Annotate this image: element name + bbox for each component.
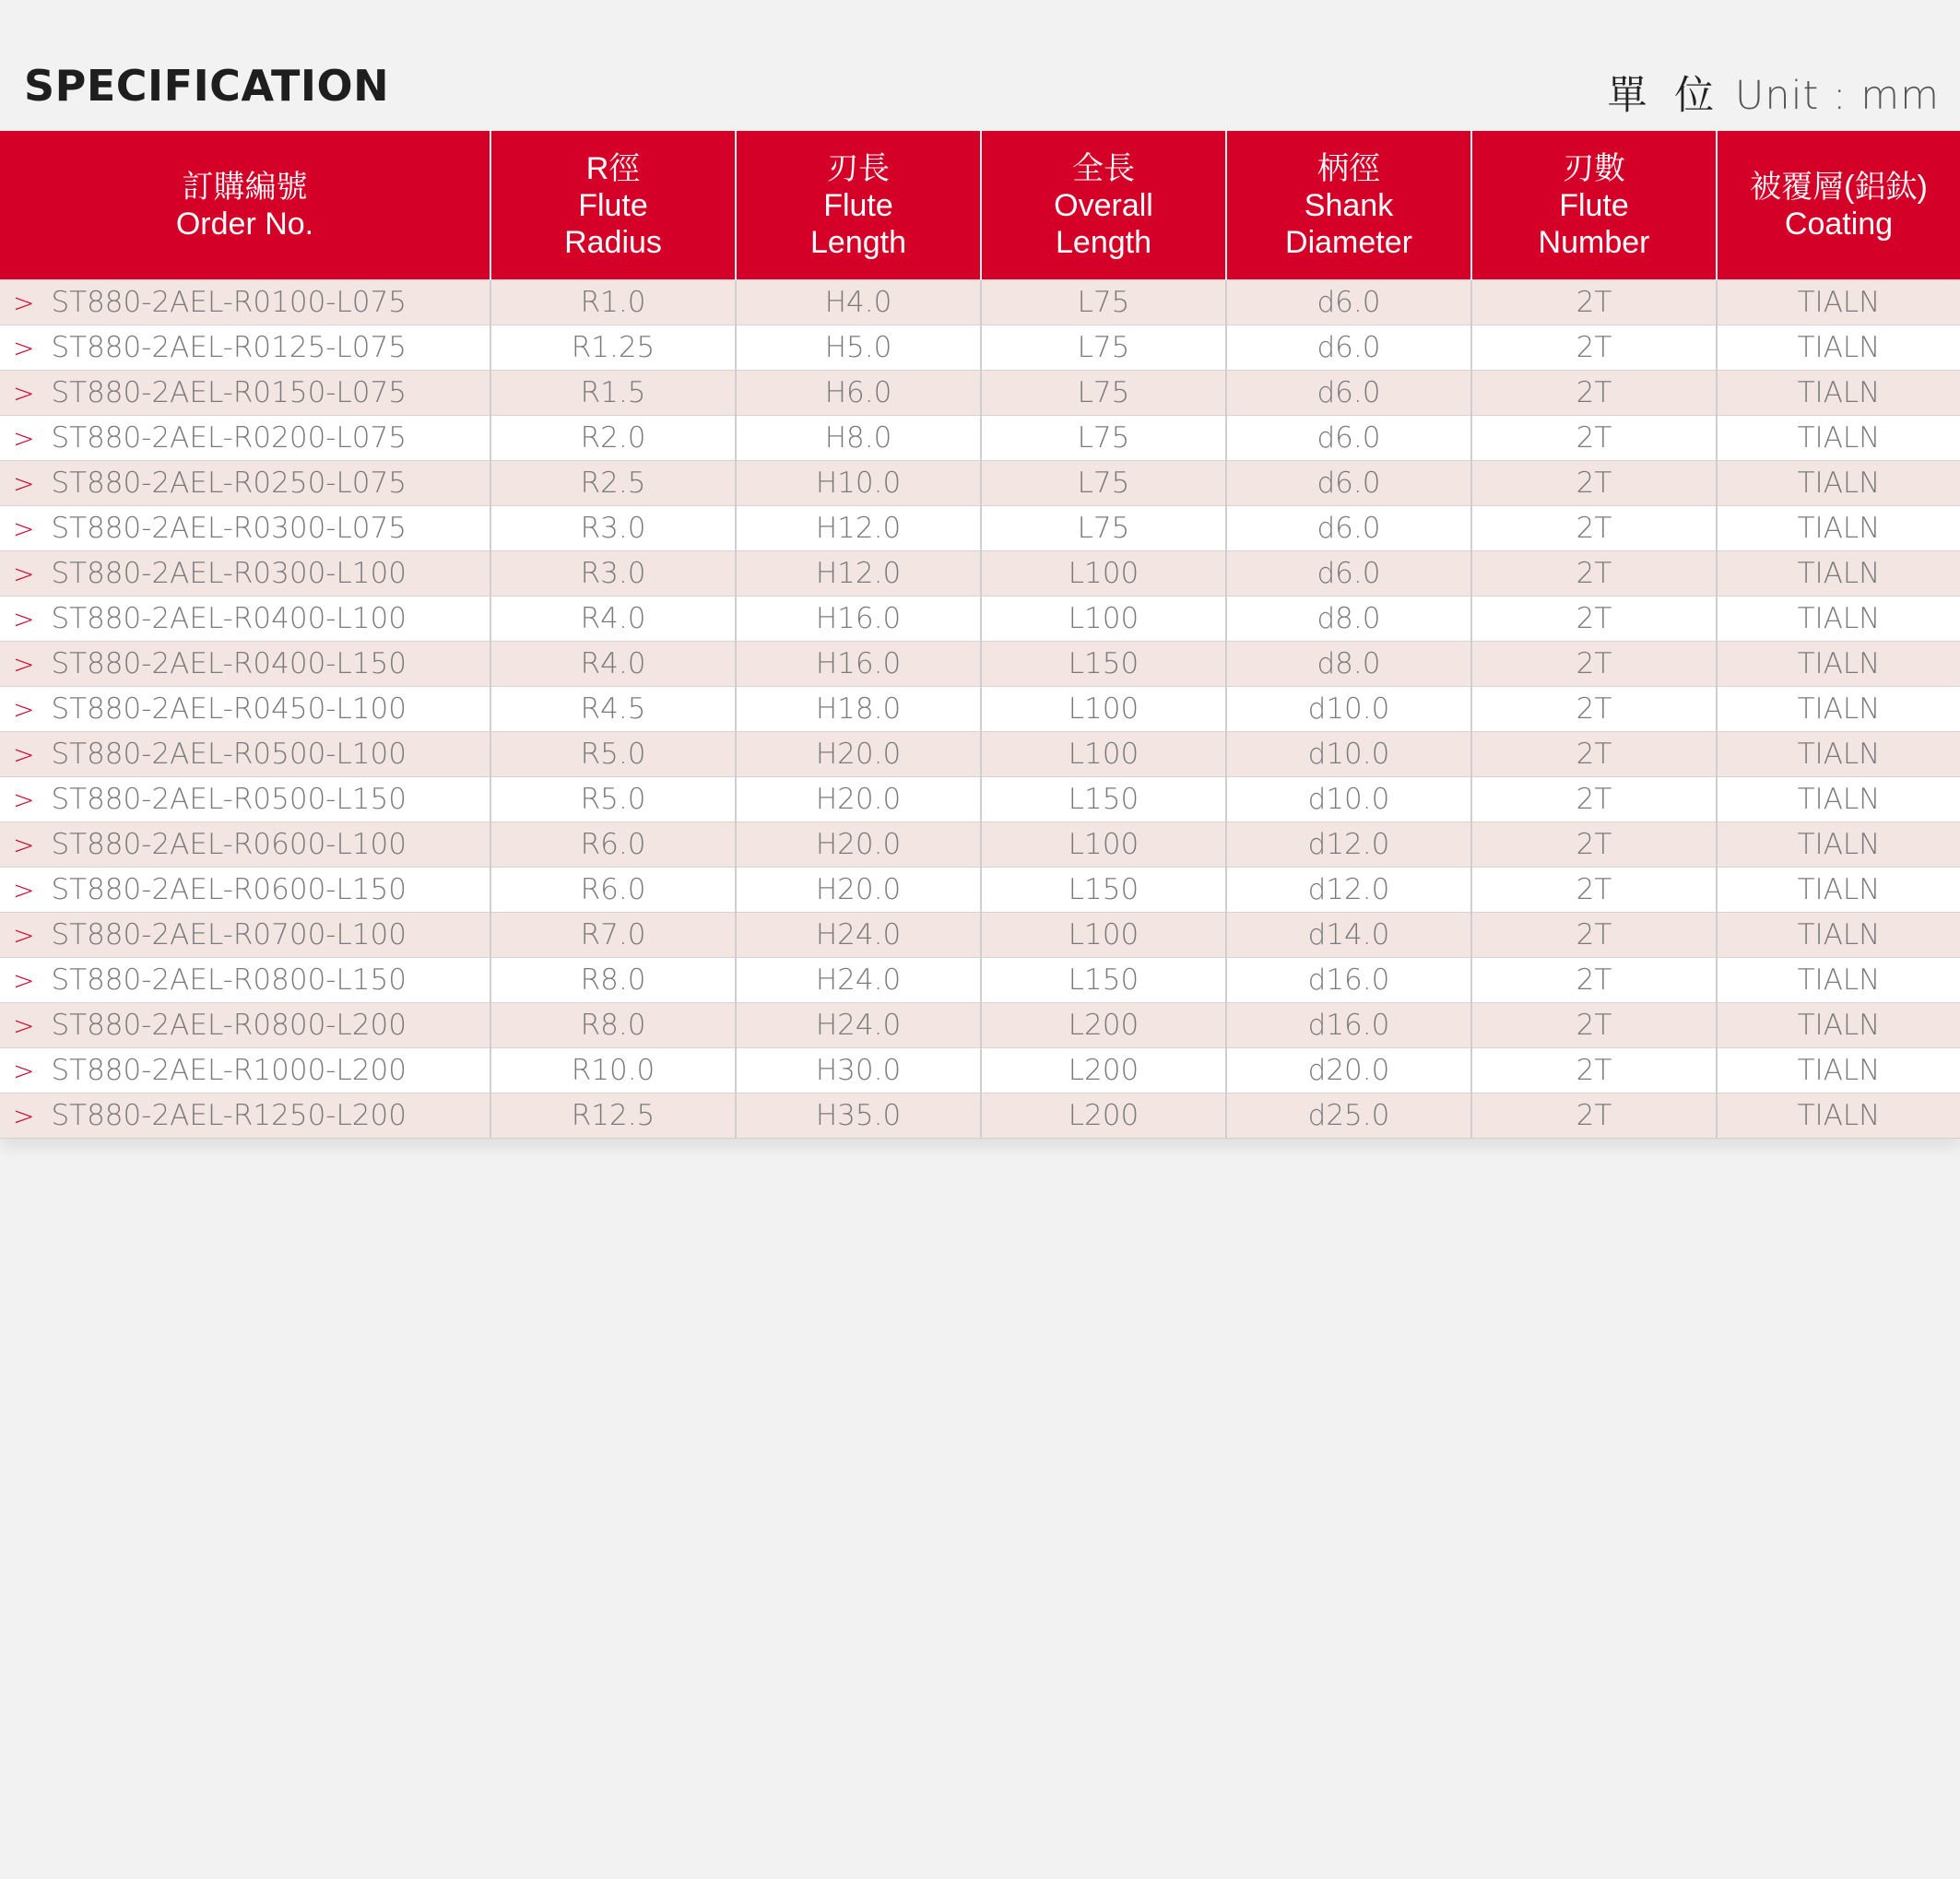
column-header-en2: Diameter <box>1285 224 1412 260</box>
cell-overall: L150 <box>981 868 1226 913</box>
cell-flutes: 2T <box>1471 416 1717 461</box>
column-header-en1: Flute <box>823 187 893 223</box>
cell-flute-length: H20.0 <box>736 822 981 868</box>
cell-flutes: 2T <box>1471 325 1717 371</box>
table-row <box>0 732 1960 777</box>
cell-flute-length: H20.0 <box>736 777 981 822</box>
table-row <box>0 687 1960 732</box>
column-header-en2: Radius <box>564 224 662 260</box>
chevron-right-icon: > <box>13 468 35 499</box>
chevron-right-icon: > <box>13 514 35 544</box>
cell-radius: R4.0 <box>490 597 736 642</box>
chevron-right-icon: > <box>13 649 35 680</box>
cell-shank: d16.0 <box>1226 1003 1471 1048</box>
cell-radius: R3.0 <box>490 506 736 551</box>
table-row <box>0 822 1960 868</box>
cell-shank: d10.0 <box>1226 687 1471 732</box>
column-header-zh: 柄徑 <box>1317 150 1380 186</box>
cell-flutes: 2T <box>1471 506 1717 551</box>
order-number: ST880-2AEL-R1250-L200 <box>51 1099 407 1132</box>
table-row <box>0 913 1960 958</box>
table-row <box>0 868 1960 913</box>
cell-flutes: 2T <box>1471 597 1717 642</box>
cell-shank: d10.0 <box>1226 777 1471 822</box>
table-body <box>0 280 1960 1139</box>
order-number: ST880-2AEL-R0600-L150 <box>51 873 407 906</box>
cell-order <box>0 551 490 597</box>
column-header-zh: R徑 <box>585 150 641 186</box>
column-header <box>736 131 981 280</box>
column-header-en1: Coating <box>1784 206 1894 242</box>
chevron-right-icon: > <box>13 1010 35 1041</box>
table-row <box>0 642 1960 687</box>
chevron-right-icon: > <box>13 965 35 996</box>
cell-overall: L100 <box>981 597 1226 642</box>
cell-order <box>0 461 490 506</box>
cell-flutes: 2T <box>1471 371 1717 416</box>
order-number: ST880-2AEL-R0700-L100 <box>51 918 407 951</box>
cell-flutes: 2T <box>1471 642 1717 687</box>
page-title: SPECIFICATION <box>24 61 390 111</box>
chevron-right-icon: > <box>13 604 35 634</box>
cell-order <box>0 280 490 325</box>
cell-shank: d8.0 <box>1226 642 1471 687</box>
chevron-right-icon: > <box>13 378 35 408</box>
order-number: ST880-2AEL-R0200-L075 <box>51 421 407 455</box>
cell-radius: R5.0 <box>490 777 736 822</box>
chevron-right-icon: > <box>13 694 35 725</box>
cell-coating: TIALN <box>1717 506 1960 551</box>
cell-overall: L200 <box>981 1003 1226 1048</box>
cell-overall: L150 <box>981 958 1226 1003</box>
cell-radius: R8.0 <box>490 1003 736 1048</box>
cell-flute-length: H12.0 <box>736 506 981 551</box>
cell-order <box>0 777 490 822</box>
cell-coating: TIALN <box>1717 461 1960 506</box>
table-row <box>0 551 1960 597</box>
cell-overall: L75 <box>981 371 1226 416</box>
cell-order <box>0 958 490 1003</box>
cell-coating: TIALN <box>1717 416 1960 461</box>
cell-flutes: 2T <box>1471 913 1717 958</box>
cell-overall: L100 <box>981 551 1226 597</box>
order-number: ST880-2AEL-R0400-L100 <box>51 602 407 635</box>
cell-flute-length: H24.0 <box>736 958 981 1003</box>
cell-coating: TIALN <box>1717 597 1960 642</box>
chevron-right-icon: > <box>13 1056 35 1086</box>
cell-shank: d6.0 <box>1226 325 1471 371</box>
cell-flutes: 2T <box>1471 822 1717 868</box>
cell-overall: L100 <box>981 732 1226 777</box>
chevron-right-icon: > <box>13 739 35 770</box>
cell-shank: d8.0 <box>1226 597 1471 642</box>
cell-shank: d10.0 <box>1226 732 1471 777</box>
cell-order <box>0 416 490 461</box>
unit-label-en: Unit : mm <box>1734 73 1940 119</box>
cell-order <box>0 822 490 868</box>
cell-radius: R5.0 <box>490 732 736 777</box>
order-number: ST880-2AEL-R0800-L200 <box>51 1009 407 1042</box>
column-header-zh: 被覆層(鋁鈦) <box>1750 169 1928 205</box>
cell-flute-length: H20.0 <box>736 868 981 913</box>
cell-flutes: 2T <box>1471 958 1717 1003</box>
cell-shank: d16.0 <box>1226 958 1471 1003</box>
cell-flute-length: H18.0 <box>736 687 981 732</box>
cell-shank: d14.0 <box>1226 913 1471 958</box>
cell-order <box>0 642 490 687</box>
table-row <box>0 1048 1960 1093</box>
chevron-right-icon: > <box>13 875 35 905</box>
cell-overall: L150 <box>981 777 1226 822</box>
cell-flutes: 2T <box>1471 551 1717 597</box>
cell-shank: d6.0 <box>1226 506 1471 551</box>
cell-shank: d6.0 <box>1226 371 1471 416</box>
order-number: ST880-2AEL-R1000-L200 <box>51 1054 407 1087</box>
cell-flute-length: H8.0 <box>736 416 981 461</box>
column-header-en1: Shank <box>1304 187 1394 223</box>
cell-radius: R1.25 <box>490 325 736 371</box>
order-number: ST880-2AEL-R0400-L150 <box>51 647 407 680</box>
table-row <box>0 461 1960 506</box>
cell-shank: d6.0 <box>1226 416 1471 461</box>
specification-table <box>0 131 1960 1139</box>
cell-flutes: 2T <box>1471 1048 1717 1093</box>
cell-flute-length: H16.0 <box>736 597 981 642</box>
cell-order <box>0 1003 490 1048</box>
cell-coating: TIALN <box>1717 822 1960 868</box>
order-number: ST880-2AEL-R0150-L075 <box>51 376 407 409</box>
cell-order <box>0 325 490 371</box>
cell-radius: R1.5 <box>490 371 736 416</box>
table-row <box>0 597 1960 642</box>
cell-shank: d25.0 <box>1226 1093 1471 1139</box>
column-header-zh: 刃數 <box>1563 150 1625 186</box>
table-row <box>0 777 1960 822</box>
cell-flutes: 2T <box>1471 732 1717 777</box>
column-header-zh: 刃長 <box>827 150 890 186</box>
cell-flutes: 2T <box>1471 461 1717 506</box>
cell-overall: L75 <box>981 461 1226 506</box>
table-row <box>0 416 1960 461</box>
cell-radius: R8.0 <box>490 958 736 1003</box>
table-row <box>0 958 1960 1003</box>
cell-flutes: 2T <box>1471 1003 1717 1048</box>
cell-radius: R7.0 <box>490 913 736 958</box>
order-number: ST880-2AEL-R0600-L100 <box>51 828 407 861</box>
cell-flute-length: H24.0 <box>736 913 981 958</box>
order-number: ST880-2AEL-R0450-L100 <box>51 692 407 726</box>
cell-flutes: 2T <box>1471 777 1717 822</box>
unit-label-zh: 單 位 <box>1607 73 1722 119</box>
cell-coating: TIALN <box>1717 687 1960 732</box>
cell-coating: TIALN <box>1717 551 1960 597</box>
header-row <box>0 131 1960 280</box>
column-header-en1: Flute <box>578 187 648 223</box>
cell-radius: R6.0 <box>490 822 736 868</box>
cell-overall: L150 <box>981 642 1226 687</box>
cell-order <box>0 687 490 732</box>
cell-coating: TIALN <box>1717 958 1960 1003</box>
column-header <box>1471 131 1717 280</box>
cell-radius: R4.0 <box>490 642 736 687</box>
cell-overall: L75 <box>981 280 1226 325</box>
order-number: ST880-2AEL-R0300-L075 <box>51 512 407 545</box>
cell-shank: d6.0 <box>1226 461 1471 506</box>
chevron-right-icon: > <box>13 559 35 589</box>
table-row <box>0 280 1960 325</box>
cell-radius: R1.0 <box>490 280 736 325</box>
cell-shank: d20.0 <box>1226 1048 1471 1093</box>
column-header <box>981 131 1226 280</box>
chevron-right-icon: > <box>13 333 35 363</box>
cell-overall: L75 <box>981 506 1226 551</box>
cell-flute-length: H24.0 <box>736 1003 981 1048</box>
cell-coating: TIALN <box>1717 732 1960 777</box>
table-row <box>0 506 1960 551</box>
cell-flute-length: H20.0 <box>736 732 981 777</box>
table-row <box>0 1093 1960 1139</box>
cell-flute-length: H5.0 <box>736 325 981 371</box>
cell-flutes: 2T <box>1471 687 1717 732</box>
cell-flutes: 2T <box>1471 868 1717 913</box>
cell-flute-length: H16.0 <box>736 642 981 687</box>
cell-order <box>0 371 490 416</box>
cell-overall: L100 <box>981 687 1226 732</box>
column-header <box>1226 131 1471 280</box>
cell-flute-length: H10.0 <box>736 461 981 506</box>
cell-overall: L200 <box>981 1093 1226 1139</box>
table-row <box>0 371 1960 416</box>
cell-order <box>0 597 490 642</box>
order-number: ST880-2AEL-R0125-L075 <box>51 331 407 364</box>
column-header-en1: Flute <box>1559 187 1629 223</box>
cell-shank: d6.0 <box>1226 551 1471 597</box>
cell-flute-length: H6.0 <box>736 371 981 416</box>
cell-coating: TIALN <box>1717 868 1960 913</box>
cell-order <box>0 732 490 777</box>
order-number: ST880-2AEL-R0300-L100 <box>51 557 407 590</box>
cell-radius: R12.5 <box>490 1093 736 1139</box>
chevron-right-icon: > <box>13 288 35 318</box>
column-header-en2: Number <box>1538 224 1650 260</box>
cell-order <box>0 1048 490 1093</box>
column-header-en1: Overall <box>1054 187 1153 223</box>
column-header <box>490 131 736 280</box>
cell-coating: TIALN <box>1717 280 1960 325</box>
cell-flutes: 2T <box>1471 1093 1717 1139</box>
column-header-zh: 全長 <box>1072 150 1135 186</box>
cell-radius: R10.0 <box>490 1048 736 1093</box>
cell-shank: d6.0 <box>1226 280 1471 325</box>
cell-coating: TIALN <box>1717 1048 1960 1093</box>
chevron-right-icon: > <box>13 920 35 951</box>
chevron-right-icon: > <box>13 423 35 454</box>
cell-order <box>0 913 490 958</box>
cell-flute-length: H30.0 <box>736 1048 981 1093</box>
order-number: ST880-2AEL-R0250-L075 <box>51 467 407 500</box>
order-number: ST880-2AEL-R0500-L150 <box>51 783 407 816</box>
cell-radius: R2.5 <box>490 461 736 506</box>
column-header <box>1717 131 1960 280</box>
cell-shank: d12.0 <box>1226 868 1471 913</box>
unit-label <box>1608 65 1940 121</box>
column-header-en2: Length <box>810 224 906 260</box>
cell-radius: R3.0 <box>490 551 736 597</box>
cell-coating: TIALN <box>1717 1093 1960 1139</box>
cell-overall: L75 <box>981 416 1226 461</box>
cell-shank: d12.0 <box>1226 822 1471 868</box>
cell-radius: R4.5 <box>490 687 736 732</box>
column-header-zh: 訂購編號 <box>182 169 308 205</box>
column-header <box>0 131 490 280</box>
cell-order <box>0 1093 490 1139</box>
order-number: ST880-2AEL-R0500-L100 <box>51 738 407 771</box>
cell-order <box>0 506 490 551</box>
cell-radius: R2.0 <box>490 416 736 461</box>
cell-order <box>0 868 490 913</box>
chevron-right-icon: > <box>13 830 35 860</box>
column-header-en1: Order No. <box>175 206 314 242</box>
cell-flute-length: H35.0 <box>736 1093 981 1139</box>
table-row <box>0 1003 1960 1048</box>
cell-coating: TIALN <box>1717 642 1960 687</box>
table-row <box>0 325 1960 371</box>
cell-overall: L100 <box>981 913 1226 958</box>
cell-flute-length: H4.0 <box>736 280 981 325</box>
chevron-right-icon: > <box>13 1101 35 1131</box>
chevron-right-icon: > <box>13 785 35 815</box>
cell-overall: L200 <box>981 1048 1226 1093</box>
cell-overall: L75 <box>981 325 1226 371</box>
table-header <box>0 131 1960 280</box>
cell-coating: TIALN <box>1717 777 1960 822</box>
cell-flutes: 2T <box>1471 280 1717 325</box>
order-number: ST880-2AEL-R0100-L075 <box>51 286 407 319</box>
cell-flute-length: H12.0 <box>736 551 981 597</box>
cell-coating: TIALN <box>1717 371 1960 416</box>
column-header-en2: Length <box>1056 224 1151 260</box>
cell-radius: R6.0 <box>490 868 736 913</box>
cell-overall: L100 <box>981 822 1226 868</box>
order-number: ST880-2AEL-R0800-L150 <box>51 963 407 997</box>
cell-coating: TIALN <box>1717 913 1960 958</box>
cell-coating: TIALN <box>1717 1003 1960 1048</box>
cell-coating: TIALN <box>1717 325 1960 371</box>
